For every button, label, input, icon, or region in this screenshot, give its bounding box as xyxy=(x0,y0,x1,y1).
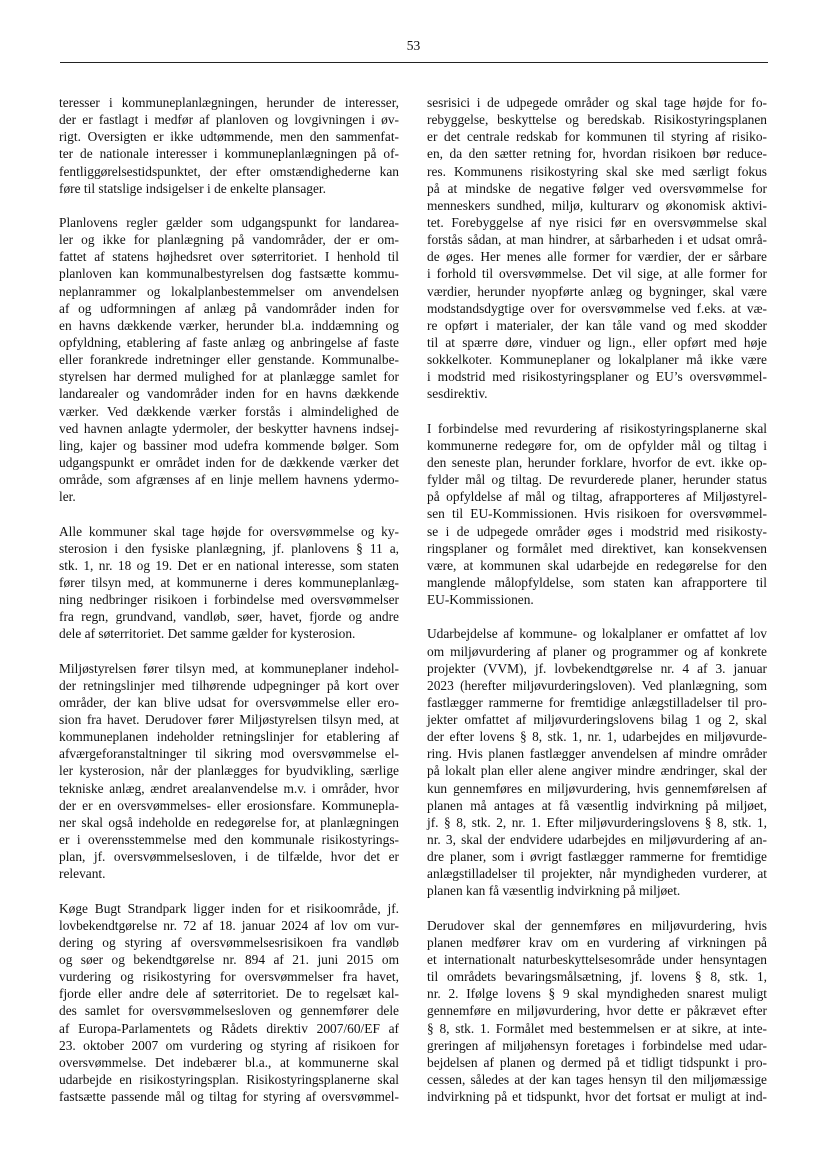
text-line: Planlovens regler gælder som udgangspunkt for landarea- xyxy=(59,214,399,230)
text-line: sion fra havet. Derudover fører Miljøstyrelsen tilsyn med, at xyxy=(59,712,399,728)
text-line: bejdelsen af planen og dermed på et tidligt tidspunkt i pro- xyxy=(427,1054,767,1070)
text-line: 23. oktober 2007 om vurdering og styring af risikoen for xyxy=(59,1037,399,1053)
text-line: kommunerne redegøre for, om de opfylder mål og tiltag i xyxy=(427,437,767,453)
text-line: vurdering og risikostyring for oversvømmelser fra havet, xyxy=(59,969,399,985)
text-line: planen medfører krav om en vurdering af virkningen på xyxy=(427,934,767,950)
text-line: fører tilsyn med, at kommunerne i deres kommuneplanlæg- xyxy=(59,574,399,590)
text-line: sen til EU-Kommissionen. Hvis risikoen for oversvømmel- xyxy=(427,506,767,522)
text-line: eller forankrede indretninger eller genstande. Kommunalbe- xyxy=(59,352,399,368)
text-line: nr. 3, skal der endvidere udarbejdes en miljøvurdering af an- xyxy=(427,832,767,848)
text-line: i forhold til oversvømmelse. Det vil sige, at alle former for xyxy=(427,266,767,282)
text-line: I forbindelse med revurdering af risikostyringsplanerne skal xyxy=(427,420,767,436)
text-line: Derudover skal der gennemføres en miljøvurdering, hvis xyxy=(427,917,767,933)
text-line: fattet af statens højhedsret over søterritoriet. I henhold til xyxy=(59,249,399,265)
right-column xyxy=(427,94,767,1122)
text-line: se i de udpegede områder øges i modstrid med risikosty- xyxy=(427,523,767,539)
text-line: rigt. Oversigten er ikke udtømmende, men den sammenfat- xyxy=(59,129,399,145)
text-line: værker. Ved dækkende værker forstås i almindelighed de xyxy=(59,403,399,419)
text-line: værdier, herunder nyopførte anlæg og bygninger, skal være xyxy=(427,283,767,299)
paragraph xyxy=(59,94,399,197)
text-line: områder, der kan blive udsat for oversvømmelse eller ero- xyxy=(59,694,399,710)
text-line: ring. Hvis planen fastlægger anvendelsen af mindre områder xyxy=(427,746,767,762)
text-line: ringsplaner og formålet med direktivet, kan konsekvensen xyxy=(427,540,767,556)
text-line: og søer og bekendtgørelse nr. 894 af 21. juni 2015 om xyxy=(59,952,399,968)
text-line: sesrisici i de udpegede områder og skal tage højde for fo- xyxy=(427,95,767,110)
text-line: re opført i materialer, der kan tåle vand og med skodder xyxy=(427,317,767,333)
text-line: jf. § 8, stk. 2, nr. 1. Efter miljøvurderingslovens § 8, stk. 1, xyxy=(427,814,767,830)
text-line: er i overensstemmelse med den kommunale risikostyrings- xyxy=(59,832,399,848)
text-line: tet. Forebyggelse af nye risici før en oversvømmelse skal xyxy=(427,214,767,230)
text-line: i modstrid med risikostyringsplaner og EU’s oversvømmel- xyxy=(427,369,767,385)
text-line: plan, jf. oversvømmelsesloven, i de tilfælde, hvor det er xyxy=(59,849,399,865)
text-line: være, at kommunen skal udarbejde en redegørelse for den xyxy=(427,557,767,573)
text-line: neplanrammer og lokalplanbestemmelser om anvendelsen xyxy=(59,283,399,299)
text-line: Køge Bugt Strandpark ligger inden for et risikoområde, jf. xyxy=(59,900,399,916)
header-rule xyxy=(60,62,768,63)
left-column xyxy=(59,94,399,1122)
text-line: manglende målopfyldelse, som staten kan afrapportere til xyxy=(427,574,767,590)
paragraph xyxy=(59,900,399,1106)
text-line: planen kan få væsentlig indvirkning på miljøet. xyxy=(427,883,681,899)
text-line: Alle kommuner skal tage højde for oversvømmelse og ky- xyxy=(59,523,399,539)
text-line: en havns dækkende værker, herunder bl.a. inddæmning og xyxy=(59,317,399,333)
paragraph xyxy=(59,660,399,883)
text-line: 2023 (herefter miljøvurderingsloven). Ved planlægning, som xyxy=(427,677,767,693)
text-line: dele af søterritoriet. Det samme gælder for kysterosion. xyxy=(59,626,356,642)
text-line: planen må antages at få væsentlig indvirkning på miljøet, xyxy=(427,797,767,813)
text-line: opfyldning, etablering af faste anlæg og anbringelse af faste xyxy=(59,334,399,350)
text-line: af Europa-Parlamentets og Rådets direktiv 2007/60/EF af xyxy=(59,1020,399,1036)
paragraph xyxy=(427,94,767,403)
text-line: om miljøvurdering af planer og programmer og af konkrete xyxy=(427,643,767,659)
text-line: indvirkning på et tidspunkt, hvor det fortsat er muligt at ind- xyxy=(427,1089,767,1105)
text-line: sokkelkoter. Kommuneplaner og lokalplaner må ikke være xyxy=(427,352,767,368)
text-line: cessen, således at der kan tages hensyn til den miljømæssige xyxy=(427,1072,767,1088)
text-line: Udarbejdelse af kommune- og lokalplaner er omfattet af lov xyxy=(427,626,767,642)
text-line: de øges. Her menes alle former for værdier, der er sårbare xyxy=(427,249,767,265)
text-line: kommuneplanen indeholder retningslinjer for etablering af xyxy=(59,729,399,745)
text-line: udgangspunkt er området inden for de dækkende værker det xyxy=(59,454,399,470)
text-line: Miljøstyrelsen fører tilsyn med, at kommuneplaner indehol- xyxy=(59,660,399,676)
text-line: modstandsdygtige over for oversvømmelse ved f.eks. at væ- xyxy=(427,300,767,316)
text-line: der retningslinjer med tilhørende udpegninger på kort over xyxy=(59,677,399,693)
text-line: EU-Kommissionen. xyxy=(427,592,534,608)
text-line: område, som afgrænses af en linje mellem havnens ydermo- xyxy=(59,472,399,488)
text-line: fjorde eller andre dele af søterritoriet. De to regelsæt kal- xyxy=(59,986,399,1002)
paragraph xyxy=(427,420,767,609)
text-line: tekniske anlæg, ændret arealanvendelse m.v. i områder, hvor xyxy=(59,780,399,796)
text-line: forstås sådan, at man hindrer, at sårbarheden i et udsat områ- xyxy=(427,232,767,248)
text-line: ler kysterosion, når der planlægges for byudvikling, særlige xyxy=(59,763,399,779)
text-line: sesdirektiv. xyxy=(427,386,488,402)
text-line: § 8, stk. 1. Formålet med bestemmelsen er at sikre, at inte- xyxy=(427,1020,767,1036)
text-line: en, da den sætter retning for, hvordan risikoen bør reduce- xyxy=(427,146,767,162)
text-line: fentliggørelsestidspunktet, der efter omstændighederne kan xyxy=(59,163,399,179)
text-line: er det centrale redskab for kommunen til styring af risiko- xyxy=(427,129,767,145)
text-line: til at spærre døre, vinduer og lign., eller opført med høje xyxy=(427,334,767,350)
text-line: fra regn, grundvand, vandløb, søer, havet, fjorde og andre xyxy=(59,609,399,625)
text-line: der er en oversvømmelses- eller erosionsfare. Kommunepla- xyxy=(59,797,399,813)
paragraph xyxy=(59,214,399,505)
text-line: rebyggelse, beskyttelse og beredskab. Risikostyringsplanen xyxy=(427,112,767,128)
text-line: føre til statslige indsigelser i de enkelte plansager. xyxy=(59,180,326,196)
text-line: res. Kommunens risikostyring skal ske med særligt fokus xyxy=(427,163,767,179)
text-line: menneskers sundhed, miljø, kulturarv og økonomisk aktivi- xyxy=(427,197,767,213)
text-line: den seneste plan, herunder forklare, hvorfor de evt. ikke op- xyxy=(427,454,767,470)
text-line: et internationalt naturbeskyttelsesområde under hensyntagen xyxy=(427,952,767,968)
text-line: landarealer og vandområder inden for en havns dækkende xyxy=(59,386,399,402)
text-line: der er fastlagt i medfør af planloven og lovgivningen i øv- xyxy=(59,112,399,128)
paragraph xyxy=(427,625,767,899)
text-line: dering og styring af oversvømmelsesrisikoen fra vandløb xyxy=(59,934,399,950)
text-line: anlægstilladelser til projekter, når myndigheden vurderer, at xyxy=(427,866,767,882)
text-line: gennemføre en miljøvurdering, hvor dette er påkrævet efter xyxy=(427,1003,767,1019)
text-line: stk. 1, nr. 18 og 19. Det er en national interesse, som staten xyxy=(59,557,399,573)
text-line: på at mindske de negative følger ved oversvømmelse for xyxy=(427,180,767,196)
text-line: på lokalt plan eller alene angiver mindre ændringer, skal der xyxy=(427,763,767,779)
text-line: fastlægger rammerne for fremtidige anlægstilladelser til pro- xyxy=(427,694,767,710)
text-line: på opfyldelse af mål og tiltag, afrapporteres af Miljøstyrel- xyxy=(427,489,767,505)
text-line: ling, kajer og bassiner mod udefra kommende bølger. Som xyxy=(59,437,399,453)
text-line: ning nedbringer risikoen i forbindelse med oversvømmelser xyxy=(59,592,399,608)
text-line: planloven kan kommunalbestyrelsen dog fastsætte kommu- xyxy=(59,266,399,282)
text-line: projekter (VVM), jf. lovbekendtgørelse nr. 4 af 3. januar xyxy=(427,660,767,676)
text-line: afværgeforanstaltninger til sikring mod oversvømmelse el- xyxy=(59,746,399,762)
text-line: oversvømmelse. Det indebærer bl.a., at kommunerne skal xyxy=(59,1054,399,1070)
text-line: styrelsen har dermed mulighed for at planlægge samlet for xyxy=(59,369,399,385)
text-line: ler og ikke for planlægning på vandområder, der er om- xyxy=(59,232,399,248)
text-line: til områdets bevaringsmålsætning, jf. lovens § 8, stk. 1, xyxy=(427,969,767,985)
text-line: der efter lovens § 8, stk. 1, nr. 1, udarbejdes en miljøvurde- xyxy=(427,729,767,745)
text-line: lovbekendtgørelse nr. 72 af 18. januar 2024 af lov om vur- xyxy=(59,917,399,933)
text-line: des samlet for oversvømmelsesloven og gennemfører dele xyxy=(59,1003,399,1019)
text-line: teresser i kommuneplanlægningen, herunder de interesser, xyxy=(59,95,399,110)
text-line: nr. 2. Ifølge lovens § 9 skal myndigheden snarest muligt xyxy=(427,986,767,1002)
text-line: greringen af miljøhensyn foretages i forbindelse med udar- xyxy=(427,1037,767,1053)
text-line: relevant. xyxy=(59,866,106,882)
text-line: ter de nationale interesser i kommuneplanlægningen på of- xyxy=(59,146,399,162)
paragraph xyxy=(59,523,399,643)
text-line: sterosion i den fysiske planlægning, jf. planlovens § 11 a, xyxy=(59,540,399,556)
text-line: fylder mål og tiltag. De revurderede planer, herunder status xyxy=(427,472,767,488)
text-line: udarbejde en risikostyringsplan. Risikostyringsplanerne skal xyxy=(59,1072,399,1088)
text-line: fastsætte passende mål og tiltag for styring af oversvømmel- xyxy=(59,1089,399,1105)
paragraph xyxy=(427,917,767,1106)
text-line: kun gennemføres en miljøvurdering, hvis gennemførelsen af xyxy=(427,780,767,796)
text-line: af og udformningen af anlæg på vandområder inden for xyxy=(59,300,399,316)
text-line: dre planer, som i øvrigt fastlægger rammerne for fremtidige xyxy=(427,849,767,865)
text-line: ved havnen anlagte ydermoler, der beskytter havnens indsej- xyxy=(59,420,399,436)
page-number: 53 xyxy=(406,38,421,53)
text-line: ner skal også indeholde en redegørelse for, at planlægningen xyxy=(59,814,399,830)
text-line: jekter omfattet af miljøvurderingslovens bilag 1 og 2, skal xyxy=(427,712,767,728)
text-line: ler. xyxy=(59,489,76,505)
